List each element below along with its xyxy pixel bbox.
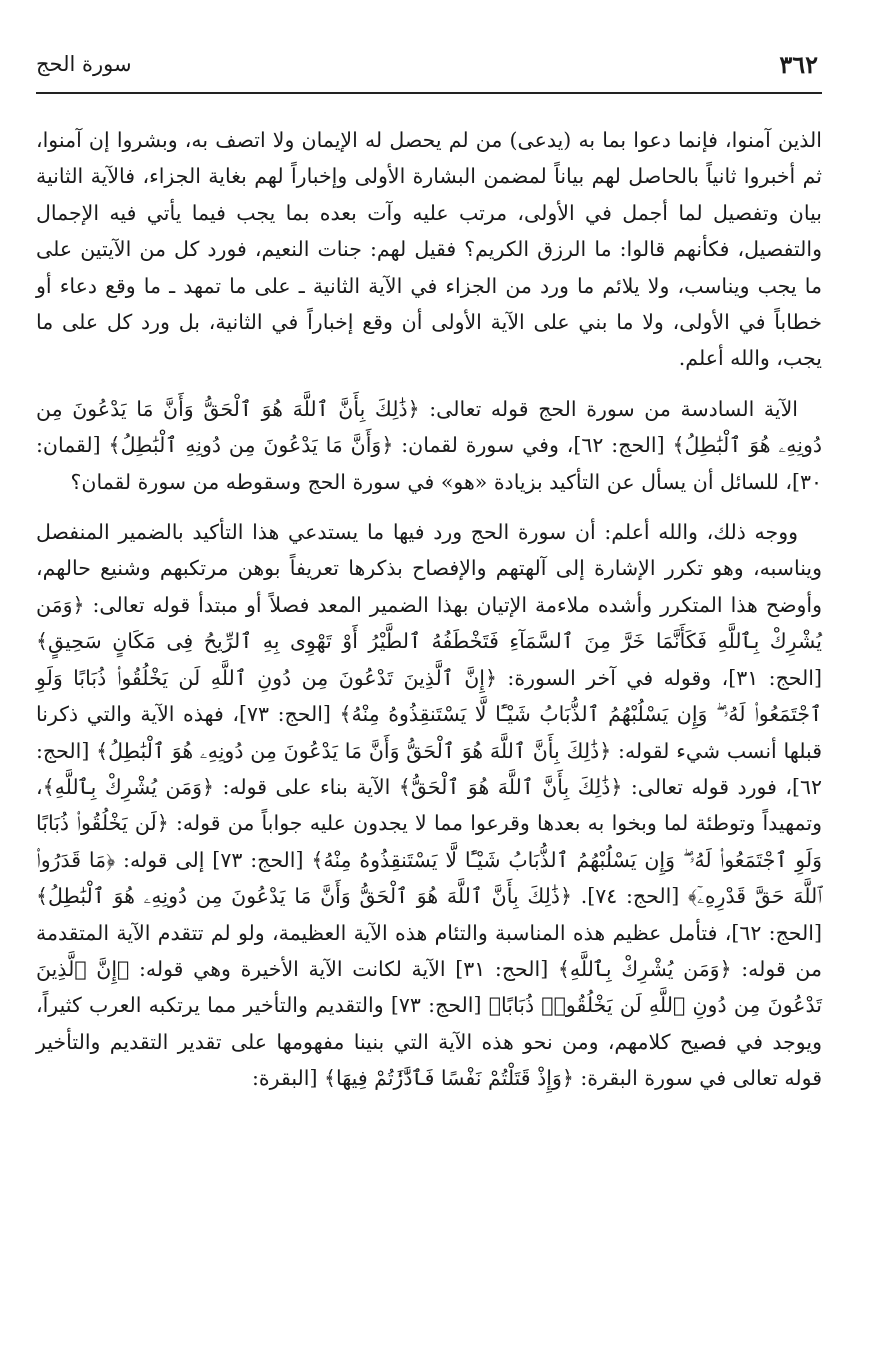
- page-number: ٣٦٢: [779, 50, 818, 79]
- paragraph-2: الآية السادسة من سورة الحج قوله تعالى: ﴿ذَٰلِكَ بِأَنَّ ٱللَّهَ هُوَ ٱلْحَقُّ وَأَنَّ مَا يَدْعُونَ مِن دُونِهِۦ هُوَ ٱلْبَٰطِلُ﴾ [الحج: ٦٢]، وفي سورة لقمان: ﴿وَأَنَّ مَا يَدْعُونَ مِن دُونِهِ ٱلْبَٰطِلُ﴾ [لقمان: ٣٠]، للسائل أن يسأل عن التأكيد بزيادة «هو» في سورة الحج وسقوطه من سورة لقمان؟: [36, 396, 822, 494]
- paragraph-1: الذين آمنوا، فإنما دعوا بما به (يدعى) من لم يحصل له الإيمان ولا اتصف به، وبشروا إن آمنوا، ثم أخبروا ثانياً بالحاصل لهم بياناً لمضمن البشارة الأولى وإخباراً لهم بغاية الجزاء، فالآية الثانية بيان وتفصيل لما أجمل في الأولى، مرتب عليه وآت بعده بما يجب فيما يأتي فيه الإجمال والتفصيل، فكأنهم قالوا: ما الرزق الكريم؟ فقيل لهم: جنات النعيم، فورد كل من الآيتين على ما يجب ويناسب، ولا يلائم ما ورد من الجزاء في الآية الثانية ـ على ما تمهد ـ ما وقع دعاء أو خطاباً في الأولى، ولا ما بني على الآية الأولى أن وقع إخباراً في الثانية، بل ورد كل على ما يجب، والله أعلم.: [36, 128, 822, 371]
- chapter-title: سورة الحج: [36, 52, 132, 76]
- body-text: [36, 122, 822, 1097]
- book-page: [36, 44, 822, 1334]
- paragraph-3: ووجه ذلك، والله أعلم: أن سورة الحج ورد فيها ما يستدعي هذا التأكيد بالضمير المنفصل ويناسبه، وهو تكرر الإشارة إلى آلهتهم والإفصاح بذكرها تعريفاً بوهن مرتكبهم وشنيع حالهم، وأوضح هذا المتكرر وأشده ملاءمة الإتيان بهذا الضمير المعد فصلاً أو مبتدأ قوله تعالى: ﴿وَمَن يُشْرِكْ بِٱللَّهِ فَكَأَنَّمَا خَرَّ مِنَ ٱلسَّمَآءِ فَتَخْطَفُهُ ٱلطَّيْرُ أَوْ تَهْوِى بِهِ ٱلرِّيحُ فِى مَكَانٍ سَحِيقٍ﴾ [الحج: ٣١]، وقوله في آخر السورة: ﴿إِنَّ ٱلَّذِينَ تَدْعُونَ مِن دُونِ ٱللَّهِ لَن يَخْلُقُوا۟ ذُبَابًا وَلَوِ ٱجْتَمَعُوا۟ لَهُۥ ۖ وَإِن يَسْلُبْهُمُ ٱلذُّبَابُ شَيْـًٔا لَّا يَسْتَنقِذُوهُ مِنْهُ﴾ [الحج: ٧٣]، فهذه الآية والتي ذكرنا قبلها أنسب شيء لقوله: ﴿ذَٰلِكَ بِأَنَّ ٱللَّهَ هُوَ ٱلْحَقُّ وَأَنَّ مَا يَدْعُونَ مِن دُونِهِۦ هُوَ ٱلْبَٰطِلُ﴾ [الحج: ٦٢]، فورد قوله تعالى: ﴿ذَٰلِكَ بِأَنَّ ٱللَّهَ هُوَ ٱلْحَقُّ﴾ الآية بناء على قوله: ﴿وَمَن يُشْرِكْ بِٱللَّهِ﴾، وتمهيداً وتوطئة لما وبخوا به بعدها وقرعوا مما لا يجدون عليه جواباً من قوله: ﴿لَن يَخْلُقُوا۟ ذُبَابًا وَلَوِ ٱجْتَمَعُوا۟ لَهُۥ ۖ وَإِن يَسْلُبْهُمُ ٱلذُّبَابُ شَيْـًٔا لَّا يَسْتَنقِذُوهُ مِنْهُ﴾ [الحج: ٧٣] إلى قوله: ﴿مَا قَدَرُوا۟ ٱللَّهَ حَقَّ قَدْرِهِۦٓ﴾ [الحج: ٧٤]. ﴿ذَٰلِكَ بِأَنَّ ٱللَّهَ هُوَ ٱلْحَقُّ وَأَنَّ مَا يَدْعُونَ مِن دُونِهِۦ هُوَ ٱلْبَٰطِلُ﴾ [الحج: ٦٢]، فتأمل عظيم هذه المناسبة والتئام هذه الآية العظيمة، ولو لم تتقدم الآية المتقدمة من قوله: ﴿وَمَن يُشْرِكْ بِٱللَّهِ﴾ [الحج: ٣١] الآية لكانت الآية الأخيرة وهي قوله: ﴿إِنَّ ٱلَّذِينَ تَدْعُونَ مِن دُونِ ٱللَّهِ لَن يَخْلُقُوا۟ ذُبَابًا﴾ [الحج: ٧٣] والتقديم والتأخير مما يرتكبه العرب كثيراً، ويوجد في فصيح كلامهم، ومن نحو هذه الآية التي بنينا مفهومها على تقدير التقديم والتأخير قوله تعالى في سورة البقرة: ﴿وَإِذْ قَتَلْتُمْ نَفْسًا فَٱدَّٰرَٰٔتُمْ فِيهَا﴾ [البقرة:: [36, 520, 823, 1091]
- running-header: [36, 44, 822, 94]
